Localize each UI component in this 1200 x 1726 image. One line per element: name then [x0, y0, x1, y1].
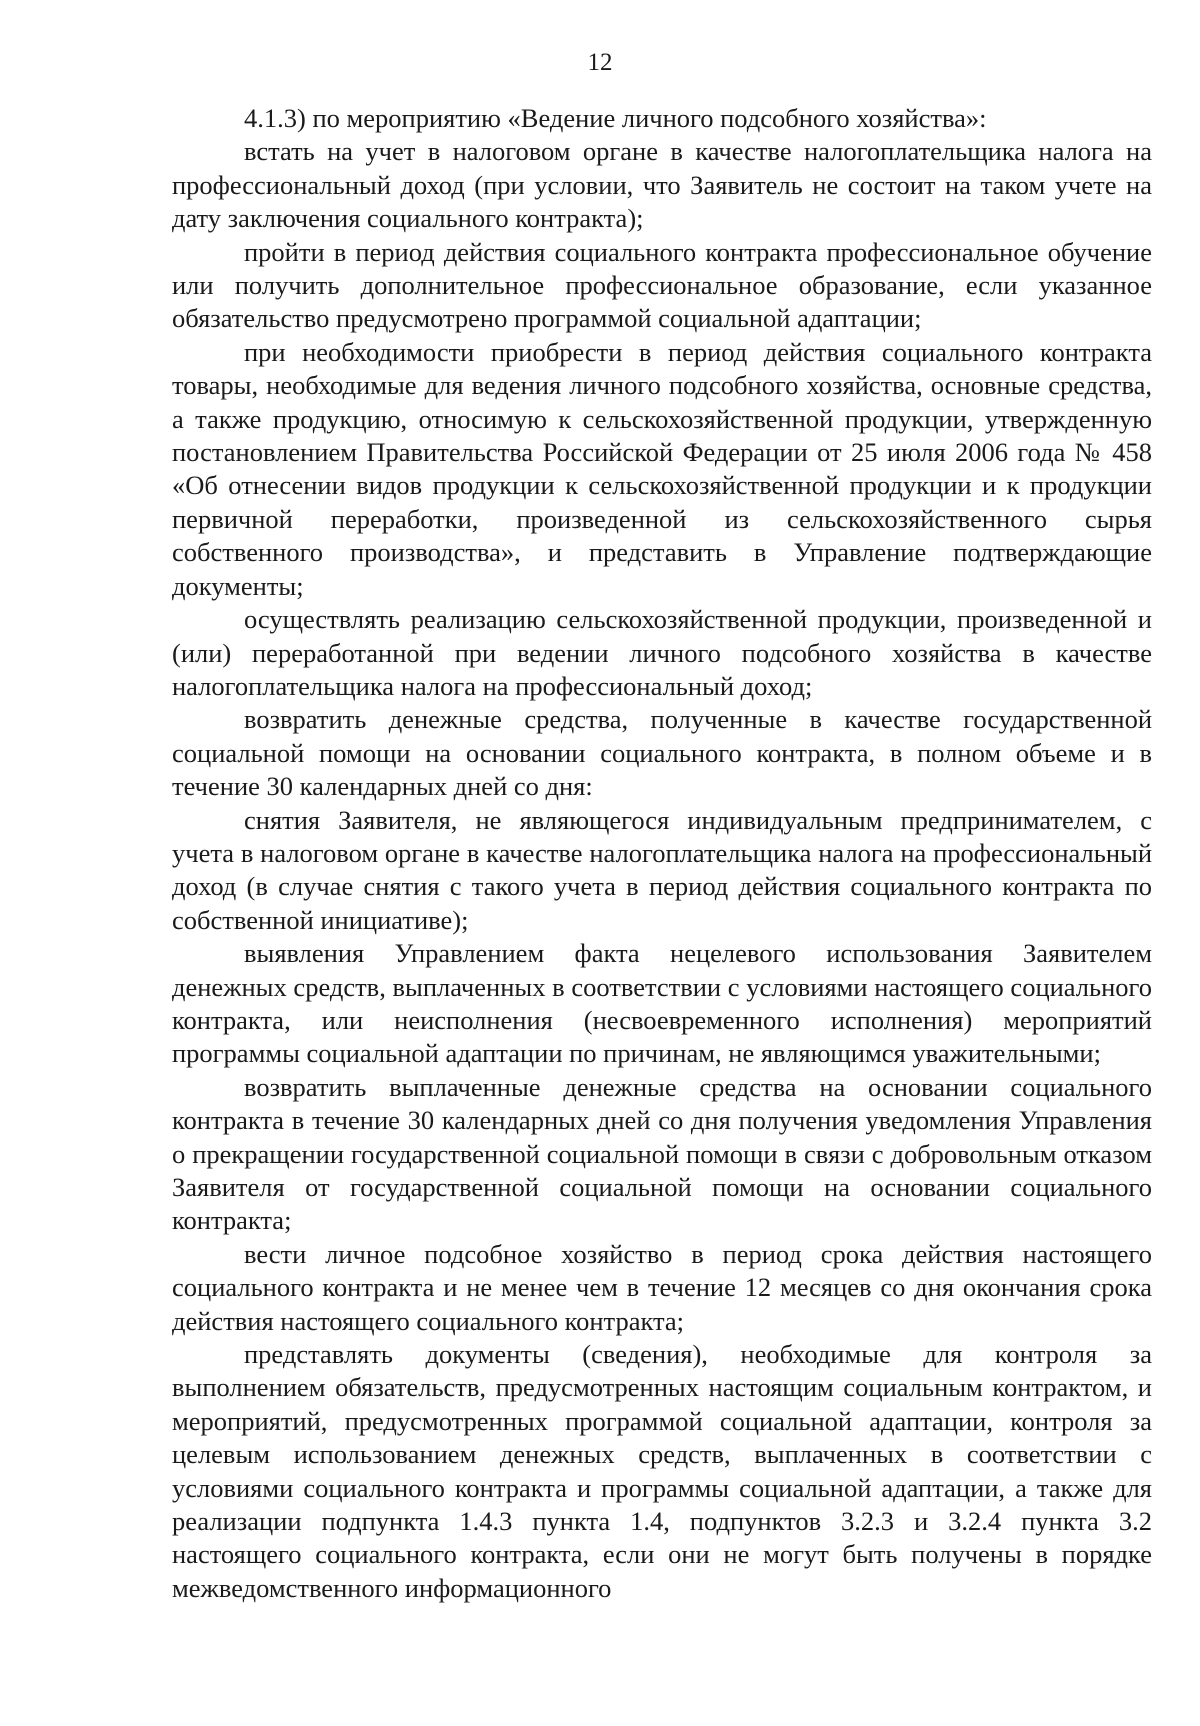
paragraph-provide-documents: представлять документы (сведения), необходимые для контроля за выполнением обязательств, предусмотренных настоящим социальным контрактом, и мероприятий, предусмотренных программой социальной адаптации, контроля за целевым использованием денежных средств, выплаченных в соответствии с условиями социального контракта и программы социальной адаптации, а также для реализации подпункта 1.4.3 пункта 1.4, подпунктов 3.2.3 и 3.2.4 пункта 3.2 настоящего социального контракта, если они не могут быть получены в порядке межведомственного информационного [172, 1339, 1152, 1603]
paragraph-maintain-farm: вести личное подсобное хозяйство в период срока действия настоящего социального контракта и не менее чем в течение 12 месяцев со дня окончания срока действия настоящего социального контракта; [172, 1238, 1152, 1336]
paragraph-professional-training: пройти в период действия социального контракта профессиональное обучение или получить дополнительное профессиональное образование, если указанное обязательство предусмотрено программой социальной адаптации; [172, 236, 1152, 334]
paragraph-return-funds: возвратить денежные средства, полученные в качестве государственной социальной помощи на основании социального контракта, в полном объеме и в течение 30 календарных дней со дня: [172, 704, 1152, 802]
paragraph-section-heading: 4.1.3) по мероприятию «Ведение личного подсобного хозяйства»: [244, 103, 987, 133]
paragraph-purchase-goods: при необходимости приобрести в период действия социального контракта товары, необходимые для ведения личного подсобного хозяйства, основные средства, а также продукцию, относимую к сельскохозяйственной продукции, утвержденную постановлением Правительства Российской Федерации от 25 июля 2006 года № 458 «Об отнесении видов продукции к сельскохозяйственной продукции и к продукции первичной переработки, произведенной из сельскохозяйственного сырья собственного производства», и представить в Управление подтверждающие документы; [172, 336, 1152, 601]
paragraph-misuse-detection: выявления Управлением факта нецелевого использования Заявителем денежных средств, выплаченных в соответствии с условиями настоящего социального контракта, или неисполнения (несвоевременного исполнения) мероприятий программы социальной адаптации по причинам, не являющимся уважительными; [172, 938, 1152, 1069]
document-body [172, 102, 1152, 1605]
paragraph-tax-registration: встать на учет в налоговом органе в качестве налогоплательщика налога на профессиональный доход (при условии, что Заявитель не состоит на таком учете на дату заключения социального контракта); [172, 136, 1152, 234]
page-number: 12 [587, 49, 613, 76]
paragraph-deregistration: снятия Заявителя, не являющегося индивидуальным предпринимателем, с учета в налоговом органе в качестве налогоплательщика налога на профессиональный доход (в случае снятия с такого учета в период действия социального контракта по собственной инициативе); [172, 804, 1152, 935]
paragraph-return-on-notice: возвратить выплаченные денежные средства на основании социального контракта в течение 30 календарных дней со дня получения уведомления Управления о прекращении государственной социальной помощи в связи с добровольным отказом Заявителя от государственной социальной помощи на основании социального контракта; [172, 1071, 1152, 1236]
paragraph-sell-produce: осуществлять реализацию сельскохозяйственной продукции, произведенной и (или) переработанной при ведении личного подсобного хозяйства в качестве налогоплательщика налога на профессиональный доход; [172, 604, 1152, 701]
